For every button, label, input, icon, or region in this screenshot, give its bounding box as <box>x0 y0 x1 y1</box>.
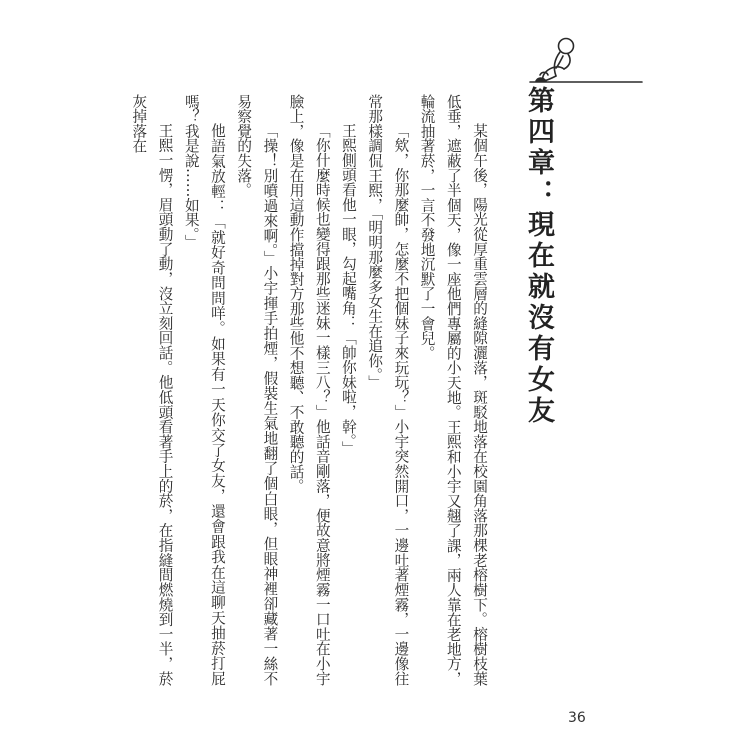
paragraph: 某個午後，陽光從厚重雲層的縫隙灑落，斑駁地落在校園角落那棵老榕樹下。榕樹枝葉低垂，遮蔽了半個天，像一座他們專屬的小天地。王熙和小宇又翹了課，兩人靠在老地方，輪流抽著菸，一言不發地沉默了一會兒。 <box>418 94 488 686</box>
paragraph: 王熙側頭看他一眼，勾起嘴角：「帥你妹啦，幹。」 <box>339 123 357 457</box>
paragraph: 「你什麼時候也變得跟那些迷妹一樣三八？」他話音剛落，便故意將煙霧一口吐在小宇臉上，像是在用這動作擋掉對方那些他不想聽、不敢聽的話。 <box>287 94 331 686</box>
chapter-title: 第四章：現在就沒有女友 <box>523 86 554 427</box>
paragraph: 王熙一愣，眉頭動了動，沒立刻回話。他低頭看著手上的菸，在指縫間燃燒到一半，菸灰掉落在 <box>130 94 174 686</box>
sitting-person-line-drawing-icon <box>520 36 644 88</box>
paragraph: 他語氣放輕：「就好奇問問咩。如果有一天你交了女友，還會跟我在這聊天抽菸打屁嗎？我是說……如果。」 <box>182 94 226 686</box>
page-number: 36 <box>568 710 586 726</box>
paragraph: 「欸，你那麼帥，怎麼不把個妹子來玩玩？」小宇突然開口，一邊吐著煙霧，一邊像往常那樣調侃王熙，「明明那麼多女生在追你。」 <box>366 94 410 686</box>
body-text <box>130 94 492 686</box>
paragraph: 「操！別噴過來啊。」小宇揮手拍煙，假裝生氣地翻了個白眼，但眼神裡卻藏著一絲不易察覺的失落。 <box>235 94 279 686</box>
